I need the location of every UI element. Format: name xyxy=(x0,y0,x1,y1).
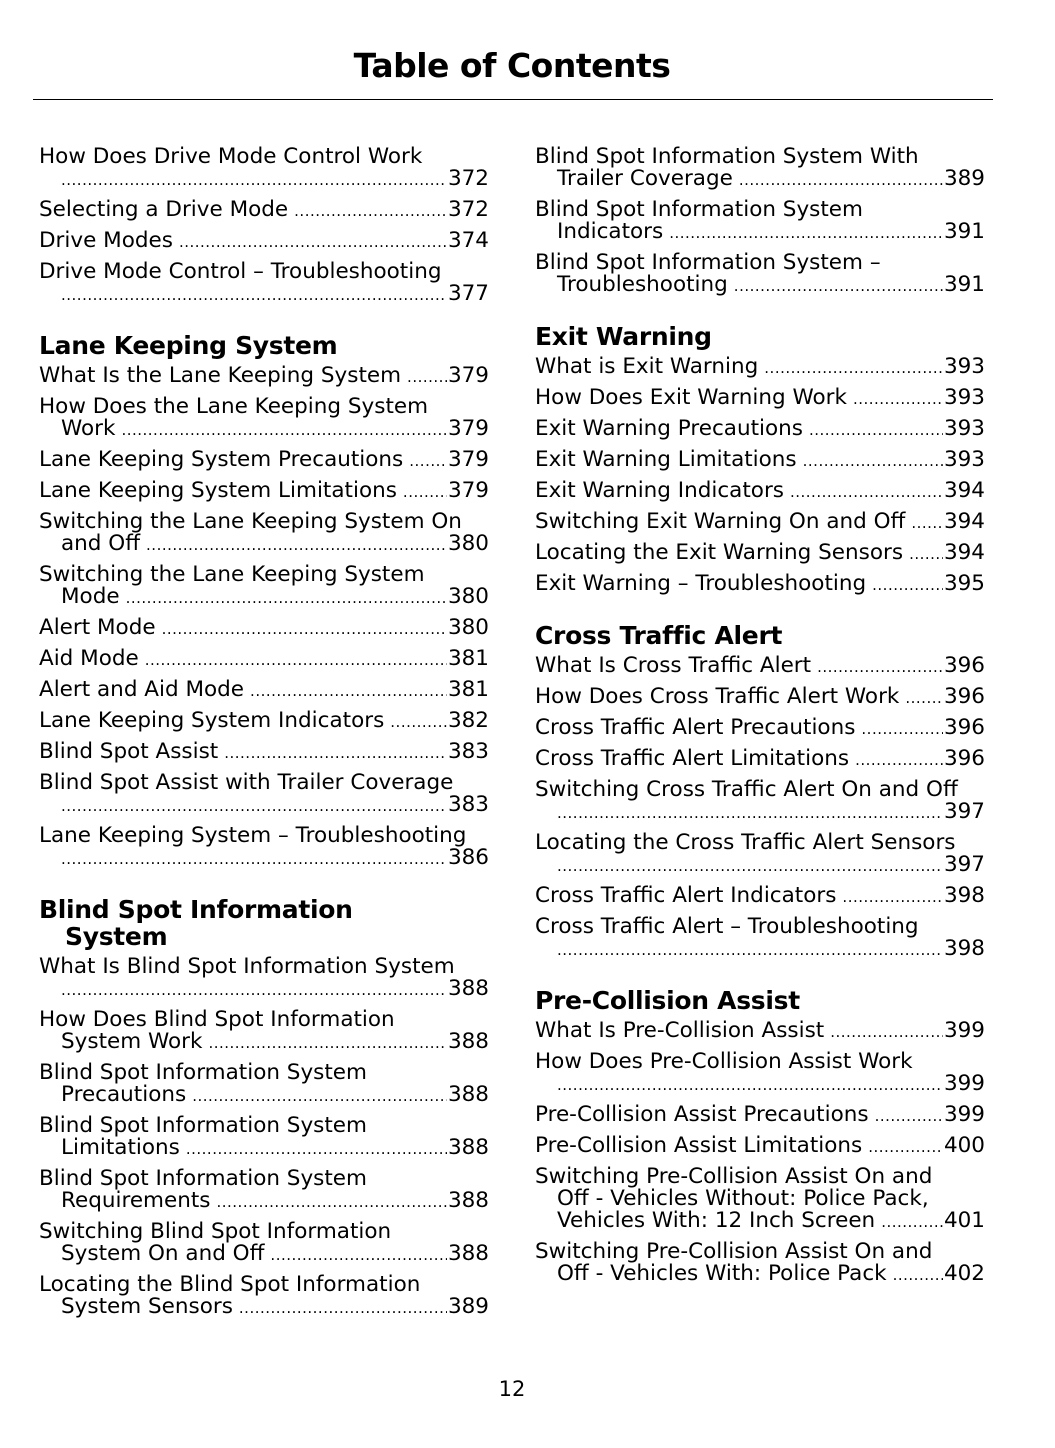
toc-entry-row xyxy=(39,679,489,702)
leader-dots xyxy=(179,231,447,253)
toc-entry[interactable] xyxy=(535,511,985,534)
toc-entry-row xyxy=(39,617,489,640)
toc-entry-row xyxy=(39,168,489,191)
title-divider xyxy=(33,99,993,100)
toc-page-number: 396 xyxy=(943,684,985,709)
leader-dots xyxy=(126,587,447,609)
leader-dots xyxy=(817,656,943,678)
leader-dots xyxy=(739,169,943,191)
leader-dots xyxy=(853,388,943,410)
toc-page-number: 379 xyxy=(447,416,489,441)
toc-entry-row xyxy=(535,655,985,678)
toc-entry-title: Locating the Blind Spot Information xyxy=(39,1272,421,1297)
toc-section xyxy=(39,332,489,870)
leader-dots xyxy=(868,1136,943,1158)
toc-entry-title: Locating the Cross Traffic Alert Sensors xyxy=(535,830,956,855)
toc-entry-title: Blind Spot Assist xyxy=(39,739,219,764)
toc-entry[interactable] xyxy=(535,748,985,771)
toc-entry-row xyxy=(535,1073,985,1096)
leader-dots xyxy=(208,1032,447,1054)
toc-entry-row xyxy=(39,794,489,817)
toc-entry-title: Drive Modes xyxy=(39,228,173,253)
toc-entry-title: Cross Traffic Alert Precautions xyxy=(535,715,856,740)
toc-entry[interactable] xyxy=(535,916,985,961)
leader-dots xyxy=(855,749,943,771)
toc-page-number: 399 xyxy=(943,1018,985,1043)
toc-page-number: 393 xyxy=(943,447,985,472)
toc-page-number: 396 xyxy=(943,653,985,678)
section-heading xyxy=(39,896,489,950)
toc-entry-title: Lane Keeping System – Troubleshooting xyxy=(39,823,467,848)
toc-page-number: 380 xyxy=(447,584,489,609)
toc-entry-title: Cross Traffic Alert Limitations xyxy=(535,746,850,771)
toc-entry[interactable] xyxy=(535,146,985,191)
toc-page-number: 400 xyxy=(943,1133,985,1158)
leader-dots xyxy=(294,200,447,222)
toc-entry[interactable] xyxy=(535,717,985,740)
toc-page-number: 395 xyxy=(943,571,985,596)
section-heading-line: Lane Keeping System xyxy=(39,331,338,360)
toc-page-number: 379 xyxy=(447,478,489,503)
toc-entry-row xyxy=(39,1296,489,1319)
toc-entry-row xyxy=(535,938,985,961)
toc-entry[interactable] xyxy=(535,542,985,565)
toc-entry-row xyxy=(535,511,985,534)
leader-dots xyxy=(186,1138,447,1160)
toc-entry-title: What is Exit Warning xyxy=(535,354,759,379)
toc-entry[interactable] xyxy=(535,449,985,472)
toc-entry-row xyxy=(535,1210,985,1233)
leader-dots xyxy=(145,649,447,671)
leader-dots xyxy=(239,1297,447,1319)
toc-entry-title: and Off xyxy=(61,531,141,556)
toc-entry-row xyxy=(39,1031,489,1054)
toc-section xyxy=(39,146,489,306)
toc-entry-title: Lane Keeping System Precautions xyxy=(39,447,404,472)
toc-entry-title: Aid Mode xyxy=(39,646,139,671)
toc-page-number: 394 xyxy=(943,509,985,534)
toc-entry-row xyxy=(39,449,489,472)
section-heading xyxy=(535,323,985,350)
leader-dots xyxy=(270,1244,447,1266)
toc-entry-row xyxy=(535,387,985,410)
toc-entry-row xyxy=(39,283,489,306)
toc-entry-row xyxy=(535,748,985,771)
toc-page-number: 399 xyxy=(943,1102,985,1127)
toc-entry-row xyxy=(39,365,489,388)
toc-entry-row xyxy=(39,1243,489,1266)
leader-dots xyxy=(893,1264,943,1286)
toc-entry[interactable] xyxy=(39,199,489,222)
toc-page-number: 388 xyxy=(447,1188,489,1213)
toc-entry-title: Blind Spot Information System – xyxy=(535,250,881,275)
toc-entry-title: Limitations xyxy=(61,1135,180,1160)
toc-entry[interactable] xyxy=(535,387,985,410)
toc-entry-title: Switching the Lane Keeping System xyxy=(39,562,425,587)
toc-entry-title: What Is Pre-Collision Assist xyxy=(535,1018,825,1043)
toc-page-number: 383 xyxy=(447,792,489,817)
toc-entry[interactable] xyxy=(535,1104,985,1127)
toc-entry-row xyxy=(535,1263,985,1286)
toc-entry-row xyxy=(39,741,489,764)
toc-page-number: 388 xyxy=(447,1029,489,1054)
leader-dots xyxy=(557,802,943,824)
leader-dots xyxy=(557,1074,943,1096)
toc-page-number: 372 xyxy=(447,197,489,222)
toc-entry-row xyxy=(39,199,489,222)
toc-entry[interactable] xyxy=(39,825,489,870)
toc-entry-row xyxy=(535,480,985,503)
toc-entry-title: Drive Mode Control – Troubleshooting xyxy=(39,259,442,284)
toc-entry-title: Lane Keeping System Limitations xyxy=(39,478,397,503)
toc-entry[interactable] xyxy=(39,679,489,702)
toc-entry-title: How Does Exit Warning Work xyxy=(535,385,847,410)
toc-entry[interactable] xyxy=(39,230,489,253)
toc-page-number: 381 xyxy=(447,646,489,671)
leader-dots xyxy=(909,543,943,565)
toc-entry[interactable] xyxy=(535,199,985,244)
toc-entry[interactable] xyxy=(39,564,489,609)
toc-entry-title: How Does Pre-Collision Assist Work xyxy=(535,1049,913,1074)
toc-entry-title: What Is Blind Spot Information System xyxy=(39,954,455,979)
toc-entry-title: Work xyxy=(61,416,116,441)
toc-entry[interactable] xyxy=(535,356,985,379)
toc-entry-row xyxy=(535,717,985,740)
leader-dots xyxy=(764,357,943,379)
toc-entry[interactable] xyxy=(535,1020,985,1043)
toc-entry-title: How Does Drive Mode Control Work xyxy=(39,144,423,169)
toc-entry-title: System Sensors xyxy=(61,1294,233,1319)
leader-dots xyxy=(872,574,943,596)
toc-entry-title: What Is Cross Traffic Alert xyxy=(535,653,812,678)
toc-entry[interactable] xyxy=(535,418,985,441)
toc-entry-title: Blind Spot Information System xyxy=(39,1166,367,1191)
leader-dots xyxy=(61,284,447,306)
toc-page-number: 397 xyxy=(943,799,985,824)
toc-entry-title: System On and Off xyxy=(61,1241,265,1266)
leader-dots xyxy=(121,419,447,441)
leader-dots xyxy=(61,795,447,817)
toc-page-number: 383 xyxy=(447,739,489,764)
toc-entry-title: Alert Mode xyxy=(39,615,156,640)
toc-page-number: 399 xyxy=(943,1071,985,1096)
toc-entry-row xyxy=(39,710,489,733)
leader-dots xyxy=(803,450,943,472)
toc-entry-row xyxy=(535,1135,985,1158)
toc-entry-title: Lane Keeping System Indicators xyxy=(39,708,385,733)
toc-entry[interactable] xyxy=(39,1062,489,1107)
section-heading-line: Pre-Collision Assist xyxy=(535,986,800,1015)
toc-entry[interactable] xyxy=(39,261,489,306)
toc-page-number: 398 xyxy=(943,883,985,908)
toc-entry-title: Pre-Collision Assist Precautions xyxy=(535,1102,869,1127)
section-heading-line: Cross Traffic Alert xyxy=(535,621,783,650)
leader-dots xyxy=(905,687,943,709)
toc-page-number: 394 xyxy=(943,540,985,565)
toc-page-number: 380 xyxy=(447,615,489,640)
leader-dots xyxy=(162,618,447,640)
leader-dots xyxy=(830,1021,943,1043)
leader-dots xyxy=(669,222,943,244)
toc-entry[interactable] xyxy=(535,1166,985,1233)
toc-entry-row xyxy=(535,854,985,877)
toc-entry-title: Cross Traffic Alert – Troubleshooting xyxy=(535,914,919,939)
toc-page-number: 379 xyxy=(447,447,489,472)
toc-page-number: 377 xyxy=(447,281,489,306)
toc-entry[interactable] xyxy=(535,779,985,824)
toc-entry-title: Switching Blind Spot Information xyxy=(39,1219,392,1244)
toc-page-number: 391 xyxy=(943,272,985,297)
toc-entry-title: System Work xyxy=(61,1029,203,1054)
toc-page-number: 397 xyxy=(943,852,985,877)
toc-entry[interactable] xyxy=(39,1168,489,1213)
toc-entry-title: Pre-Collision Assist Limitations xyxy=(535,1133,863,1158)
leader-dots xyxy=(61,848,447,870)
section-heading-line: System xyxy=(65,922,168,951)
toc-entry-title: Locating the Exit Warning Sensors xyxy=(535,540,904,565)
toc-entry-title: Blind Spot Information System xyxy=(535,197,863,222)
toc-entry-title: Exit Warning Limitations xyxy=(535,447,797,472)
toc-entry-title: Off - Vehicles Without: Police Pack, xyxy=(557,1186,929,1211)
toc-entry-row xyxy=(535,573,985,596)
toc-entry[interactable] xyxy=(39,956,489,1001)
toc-entry[interactable] xyxy=(535,252,985,297)
toc-entry-row xyxy=(39,586,489,609)
toc-page-number: 382 xyxy=(447,708,489,733)
toc-entry-title: Requirements xyxy=(61,1188,211,1213)
toc-page-number: 393 xyxy=(943,354,985,379)
leader-dots xyxy=(809,419,943,441)
toc-entry-row xyxy=(535,449,985,472)
leader-dots xyxy=(250,680,447,702)
leader-dots xyxy=(881,1211,943,1233)
leader-dots xyxy=(557,939,943,961)
toc-entry[interactable] xyxy=(535,1051,985,1096)
toc-entry[interactable] xyxy=(39,146,489,191)
toc-entry-title: Trailer Coverage xyxy=(557,166,733,191)
leader-dots xyxy=(875,1105,943,1127)
toc-entry[interactable] xyxy=(535,832,985,877)
toc-entry-title: Vehicles With: 12 Inch Screen xyxy=(557,1208,876,1233)
section-heading-line: Exit Warning xyxy=(535,322,712,351)
toc-entry[interactable] xyxy=(535,885,985,908)
page-title: Table of Contents xyxy=(353,46,671,85)
toc-section xyxy=(535,622,985,961)
toc-entry-title: Blind Spot Information System xyxy=(39,1113,367,1138)
toc-entry-row xyxy=(535,356,985,379)
toc-entry-title: Cross Traffic Alert Indicators xyxy=(535,883,837,908)
toc-entry-row xyxy=(39,1084,489,1107)
leader-dots xyxy=(216,1191,446,1213)
section-heading xyxy=(535,987,985,1014)
leader-dots xyxy=(146,534,447,556)
toc-entry-row xyxy=(39,648,489,671)
toc-page-number: 391 xyxy=(943,219,985,244)
toc-entry-row xyxy=(39,480,489,503)
leader-dots xyxy=(409,450,447,472)
toc-entry-title: Switching Exit Warning On and Off xyxy=(535,509,906,534)
toc-entry-row xyxy=(39,230,489,253)
toc-entry[interactable] xyxy=(39,480,489,503)
toc-entry[interactable] xyxy=(39,511,489,556)
toc-section xyxy=(535,987,985,1286)
toc-entry-row xyxy=(535,274,985,297)
leader-dots xyxy=(61,169,447,191)
toc-entry-title: Blind Spot Information System xyxy=(39,1060,367,1085)
leader-dots xyxy=(224,742,447,764)
toc-entry[interactable] xyxy=(535,1135,985,1158)
leader-dots xyxy=(911,512,943,534)
toc-page-number: 380 xyxy=(447,531,489,556)
toc-entry-title: How Does Blind Spot Information xyxy=(39,1007,395,1032)
leader-dots xyxy=(734,275,943,297)
toc-page-number: 388 xyxy=(447,1135,489,1160)
toc-entry-title: Blind Spot Information System With xyxy=(535,144,919,169)
section-heading-line: Blind Spot Information xyxy=(39,895,353,924)
leader-dots xyxy=(790,481,943,503)
toc-entry-title: Precautions xyxy=(61,1082,187,1107)
toc-entry[interactable] xyxy=(535,655,985,678)
toc-entry-title: Switching Pre-Collision Assist On and xyxy=(535,1239,933,1264)
toc-entry-row xyxy=(535,542,985,565)
toc-page-number: 388 xyxy=(447,976,489,1001)
toc-page-number: 379 xyxy=(447,363,489,388)
toc-entry-title: Mode xyxy=(61,584,120,609)
leader-dots xyxy=(192,1085,447,1107)
toc-entry-title: How Does Cross Traffic Alert Work xyxy=(535,684,900,709)
toc-page-number: 389 xyxy=(447,1294,489,1319)
toc-entry[interactable] xyxy=(39,365,489,388)
toc-entry-title: Troubleshooting xyxy=(557,272,728,297)
toc-entry[interactable] xyxy=(39,1274,489,1319)
leader-dots xyxy=(407,366,447,388)
section-heading xyxy=(39,332,489,359)
toc-entry-row xyxy=(535,221,985,244)
toc-entry-title: Alert and Aid Mode xyxy=(39,677,245,702)
toc-entry[interactable] xyxy=(535,686,985,709)
toc-entry-title: Exit Warning Precautions xyxy=(535,416,803,441)
toc-entry-title: Switching Cross Traffic Alert On and Off xyxy=(535,777,958,802)
toc-page-number: 388 xyxy=(447,1082,489,1107)
leader-dots xyxy=(861,718,943,740)
toc-entry-row xyxy=(535,1104,985,1127)
toc-entry-title: What Is the Lane Keeping System xyxy=(39,363,402,388)
leader-dots xyxy=(557,855,943,877)
leader-dots xyxy=(842,886,943,908)
toc-entry[interactable] xyxy=(39,710,489,733)
toc-entry[interactable] xyxy=(39,741,489,764)
toc-entry-row xyxy=(535,1020,985,1043)
toc-entry-row xyxy=(535,801,985,824)
toc-page-number: 398 xyxy=(943,936,985,961)
toc-section xyxy=(535,146,985,297)
toc-page-number: 402 xyxy=(943,1261,985,1286)
toc-entry-title: Switching Pre-Collision Assist On and xyxy=(535,1164,933,1189)
toc-entry[interactable] xyxy=(39,1221,489,1266)
toc-page-number: 394 xyxy=(943,478,985,503)
toc-entry[interactable] xyxy=(39,449,489,472)
toc-section xyxy=(535,323,985,596)
toc-column-left xyxy=(39,146,489,1345)
section-heading xyxy=(535,622,985,649)
toc-entry[interactable] xyxy=(39,617,489,640)
page-number: 12 xyxy=(498,1377,526,1401)
toc-page-number: 393 xyxy=(943,416,985,441)
toc-entry-row xyxy=(39,1137,489,1160)
toc-entry-row xyxy=(39,847,489,870)
toc-section xyxy=(39,896,489,1319)
toc-entry-title: Exit Warning – Troubleshooting xyxy=(535,571,867,596)
toc-entry-row xyxy=(535,686,985,709)
toc-page-number: 388 xyxy=(447,1241,489,1266)
toc-entry[interactable] xyxy=(39,1009,489,1054)
toc-entry[interactable] xyxy=(39,1115,489,1160)
toc-entry[interactable] xyxy=(535,1241,985,1286)
toc-entry-title: Exit Warning Indicators xyxy=(535,478,784,503)
toc-entry-title: Blind Spot Assist with Trailer Coverage xyxy=(39,770,454,795)
toc-page-number: 396 xyxy=(943,746,985,771)
toc-entry[interactable] xyxy=(39,648,489,671)
leader-dots xyxy=(61,979,447,1001)
toc-page-number: 372 xyxy=(447,166,489,191)
toc-page-number: 393 xyxy=(943,385,985,410)
toc-entry-title: Off - Vehicles With: Police Pack xyxy=(557,1261,887,1286)
toc-entry-title: Switching the Lane Keeping System On xyxy=(39,509,462,534)
toc-entry[interactable] xyxy=(39,396,489,441)
toc-page-number: 396 xyxy=(943,715,985,740)
toc-entry[interactable] xyxy=(535,573,985,596)
leader-dots xyxy=(390,711,447,733)
toc-entry-row xyxy=(535,168,985,191)
toc-entry-row xyxy=(535,885,985,908)
toc-page-number: 389 xyxy=(943,166,985,191)
toc-entry-title: Indicators xyxy=(557,219,664,244)
toc-page-number: 401 xyxy=(943,1208,985,1233)
toc-page-number: 374 xyxy=(447,228,489,253)
toc-entry[interactable] xyxy=(39,772,489,817)
toc-entry-row xyxy=(39,1190,489,1213)
toc-entry[interactable] xyxy=(535,480,985,503)
toc-entry-row xyxy=(39,978,489,1001)
toc-entry-title: Selecting a Drive Mode xyxy=(39,197,289,222)
toc-entry-title: How Does the Lane Keeping System xyxy=(39,394,429,419)
toc-column-right xyxy=(535,146,985,1312)
toc-entry-row xyxy=(535,418,985,441)
toc-entry-row xyxy=(39,418,489,441)
toc-page-number: 386 xyxy=(447,845,489,870)
toc-page-number: 381 xyxy=(447,677,489,702)
toc-entry-row xyxy=(39,533,489,556)
leader-dots xyxy=(403,481,447,503)
